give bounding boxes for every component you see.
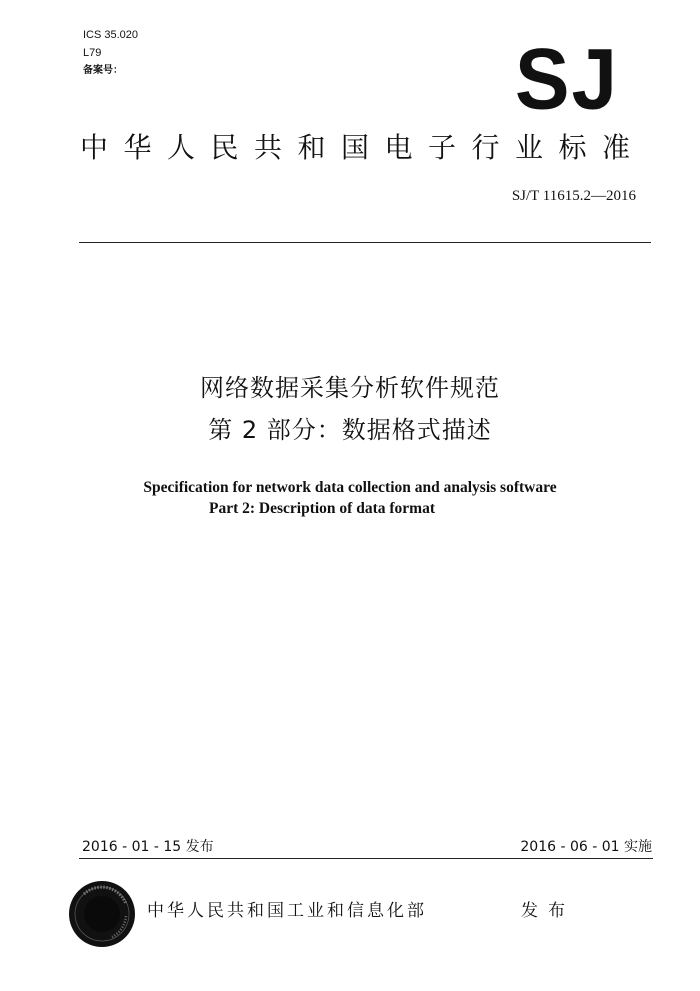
title-cn-line-1: 网络数据采集分析软件规范 [200,374,500,402]
title-en-line-1: Specification for network data collection and analysis software [143,479,557,496]
ministry-seal-icon [68,880,136,948]
classification-code: L79 [83,47,102,59]
top-divider [79,242,651,243]
ics-code: ICS 35.020 [83,29,139,41]
sj-logo-text: SJ [514,31,620,128]
seal-graphic [68,880,136,948]
standard-category: 中华人民共和国电子行业标准 [80,131,646,164]
effective-date: 2016 - 06 - 01 实施 [520,839,652,855]
issue-date: 2016 - 01 - 15 发布 [82,839,214,855]
publisher-name: 中华人民共和国工业和信息化部 [147,901,427,921]
sj-logo [512,31,622,128]
title-en-line-2: Part 2: Description of data format [209,500,435,517]
standard-code: SJ/T 11615.2—2016 [511,188,636,204]
publish-label: 发布 [521,901,575,921]
bottom-divider [79,858,653,859]
title-cn-line-2: 第 2 部分：数据格式描述 [208,416,492,444]
record-number-label: 备案号： [83,65,123,76]
